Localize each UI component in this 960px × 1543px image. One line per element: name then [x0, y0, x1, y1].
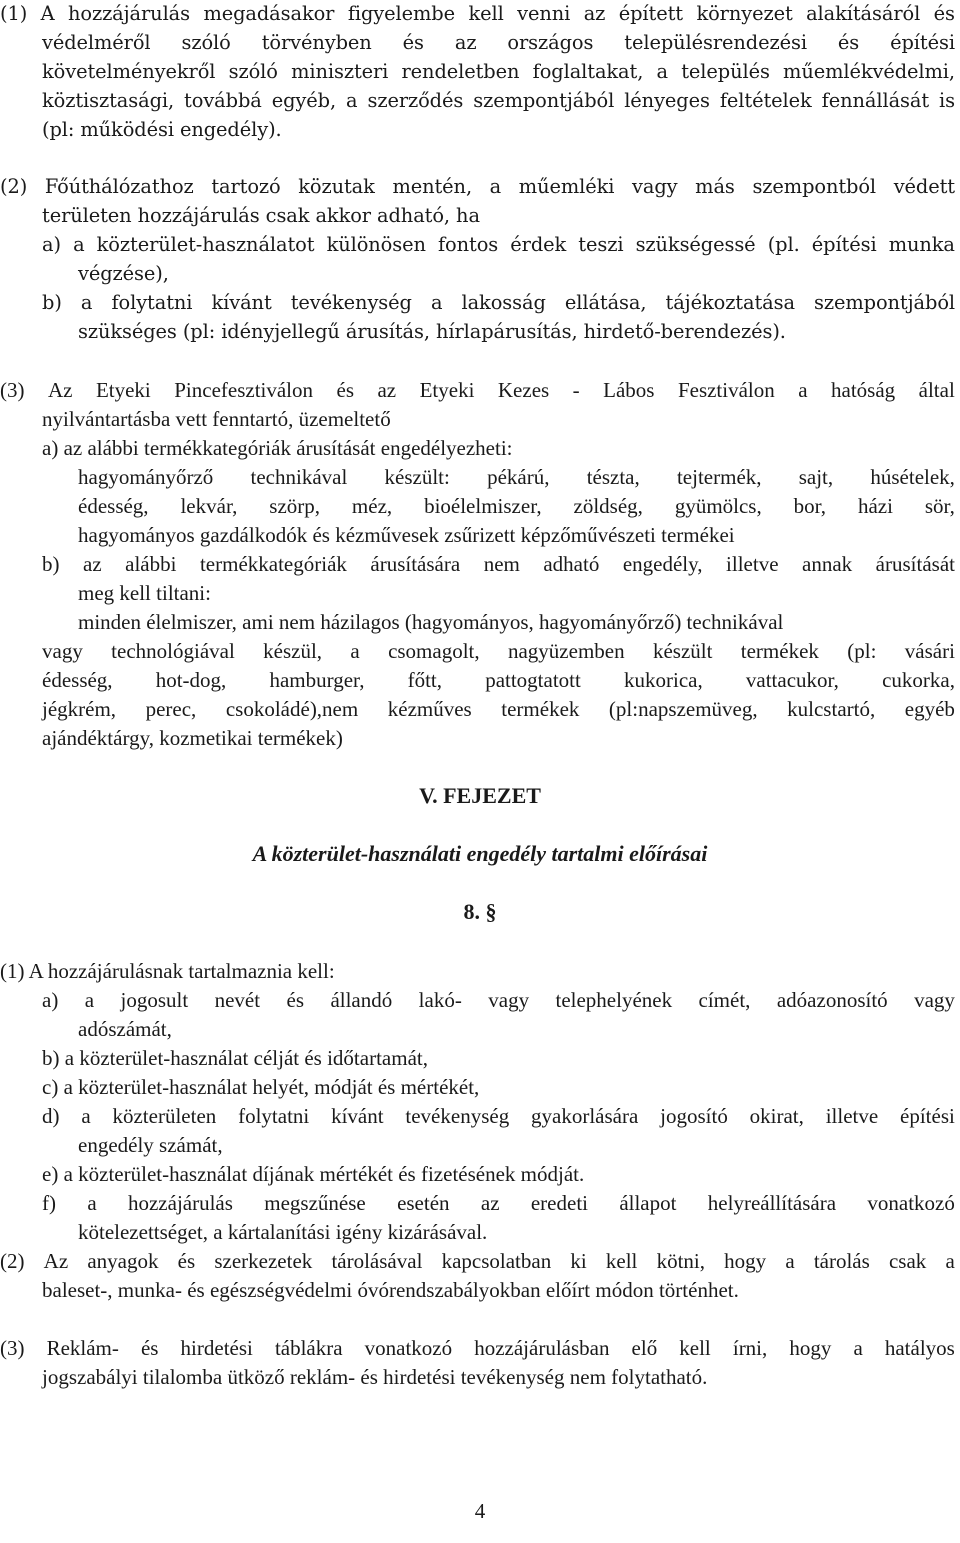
word: Etyeki: [95, 378, 151, 402]
word: a: [785, 1249, 795, 1273]
word: tevékenység: [405, 1104, 510, 1128]
word: a: [84, 988, 95, 1012]
text-line: [78, 492, 955, 520]
word: helyreállítására: [707, 1191, 837, 1215]
word: tevékenység: [290, 291, 412, 314]
word: Kezes: [497, 378, 550, 402]
word: hatályos: [884, 1336, 955, 1360]
word: jogosult: [120, 988, 189, 1012]
text-line: szükséges (pl: idényjellegű árusítás, hírlapárusítás, hirdető-berendezés).: [78, 320, 786, 343]
word: állandó: [330, 988, 393, 1012]
word: szempontból: [752, 175, 877, 198]
word: okirat,: [749, 1104, 804, 1128]
text-line: e) a közterület-használat díjának mértékét és fizetésének módját.: [42, 1162, 585, 1186]
word: alábbi: [125, 552, 177, 576]
word: tárolásával: [331, 1249, 423, 1273]
word: Lábos: [603, 378, 655, 402]
chapter-subtitle: A közterület-használati engedély tartalmi előírásai: [252, 841, 708, 866]
word: venni: [517, 2, 571, 25]
text-line: [0, 1334, 955, 1362]
text-line: [42, 87, 955, 115]
text-line: végzése),: [78, 262, 169, 285]
text-line: meg kell tiltani:: [78, 581, 211, 605]
word: bioélelmiszer,: [424, 494, 542, 518]
word: kulcstartó,: [787, 697, 876, 721]
word: is: [939, 89, 955, 112]
word: címét,: [698, 988, 751, 1012]
word: miniszteri: [291, 60, 389, 83]
word: egyéb,: [271, 89, 337, 112]
word: nevét: [214, 988, 261, 1012]
word: A: [40, 2, 55, 25]
word: vagy: [42, 639, 83, 663]
word: technikával: [250, 465, 348, 489]
word: szerződés: [367, 89, 464, 112]
word: kell: [679, 1336, 711, 1360]
word: vonatkozó: [364, 1336, 453, 1360]
word: csomagolt,: [388, 639, 480, 663]
word: anyagok: [87, 1249, 159, 1273]
word: nem: [483, 552, 520, 576]
word: illetve: [825, 1104, 879, 1128]
word: hogy: [724, 1249, 767, 1273]
word: termékkategóriák: [199, 552, 347, 576]
word: lényeges: [624, 89, 710, 112]
word: település: [681, 60, 770, 83]
text-line: a) az alábbi termékkategóriák árusítását engedélyezheti:: [42, 436, 513, 460]
word: környezet: [696, 2, 793, 25]
word: (pl:: [847, 639, 877, 663]
word: esetén: [397, 1191, 450, 1215]
word: kívánt: [211, 291, 272, 314]
word: vagy: [632, 175, 678, 198]
word: érdek: [510, 233, 567, 256]
text-line: [78, 463, 955, 491]
word: országos: [507, 31, 594, 54]
word: az: [454, 31, 477, 54]
word: alakításáról: [806, 2, 921, 25]
word: szempontjából: [814, 291, 955, 314]
word: (2): [0, 175, 28, 198]
word: kell: [605, 1249, 638, 1273]
word: kívánt: [331, 1104, 384, 1128]
word: engedély,: [622, 552, 703, 576]
word: megszűnése: [264, 1191, 366, 1215]
word: a: [430, 291, 443, 314]
word: készül,: [263, 639, 323, 663]
word: rendeletben: [401, 60, 520, 83]
text-line: engedély számát,: [78, 1133, 223, 1157]
word: kell: [468, 2, 504, 25]
word: vagy: [488, 988, 530, 1012]
word: b): [42, 552, 60, 576]
text-line: [42, 29, 955, 57]
word: telephelyének: [555, 988, 673, 1012]
word: Fesztiválon: [677, 378, 775, 402]
word: Etyeki: [419, 378, 475, 402]
word: településrendezési: [624, 31, 807, 54]
word: Az: [47, 378, 73, 402]
word: a: [346, 89, 358, 112]
word: húsételek,: [870, 465, 955, 489]
word: az: [480, 1191, 500, 1215]
text-line: [42, 695, 955, 723]
word: Főúthálózathoz: [44, 175, 194, 198]
word: eredeti: [530, 1191, 588, 1215]
word: fontos: [437, 233, 499, 256]
word: édesség,: [78, 494, 149, 518]
word: készült: [652, 639, 713, 663]
word: főtt,: [407, 668, 443, 692]
word: és: [837, 31, 860, 54]
word: az: [583, 2, 606, 25]
word: fennállását: [821, 89, 930, 112]
word: a: [73, 233, 85, 256]
word: műemlékvédelmi,: [783, 60, 955, 83]
word: illetve: [726, 552, 779, 576]
word: termékek: [501, 697, 580, 721]
word: gyakorlására: [531, 1104, 639, 1128]
word: az: [83, 552, 102, 576]
word: állapot: [619, 1191, 677, 1215]
text-line: [42, 986, 955, 1014]
word: figyelembe: [347, 2, 455, 25]
word: a: [945, 1249, 955, 1273]
word: a: [87, 1191, 97, 1215]
word: munka: [888, 233, 955, 256]
word: folytatni: [111, 291, 193, 314]
word: (pl.: [767, 233, 800, 256]
word: kukorica,: [624, 668, 703, 692]
word: és: [402, 31, 424, 54]
text-line: ajándéktárgy, kozmetikai termékek): [42, 726, 343, 750]
text-line: [0, 376, 955, 404]
word: folytatni: [238, 1104, 310, 1128]
word: szóló: [228, 60, 278, 83]
text-line: c) a közterület-használat helyét, módját és mértékét,: [42, 1075, 480, 1099]
word: csak: [888, 1249, 927, 1273]
word: a: [853, 1336, 863, 1360]
word: hozzájárulásban: [474, 1336, 610, 1360]
word: készült:: [384, 465, 450, 489]
word: a: [81, 1104, 91, 1128]
word: kézműves: [387, 697, 472, 721]
text-line: baleset-, munka- és egészségvédelmi óvórendszabályokban előírt módon történhet.: [42, 1278, 739, 1302]
word: hogy: [789, 1336, 832, 1360]
word: technológiával: [111, 639, 235, 663]
word: (pl:napszemüveg,: [608, 697, 758, 721]
text-line: [42, 58, 955, 86]
word: hirdetési: [180, 1336, 253, 1360]
word: hagyományőrző: [78, 465, 214, 489]
word: sajt,: [798, 465, 834, 489]
word: vattacukor,: [745, 668, 839, 692]
word: hatóság: [831, 378, 896, 402]
word: szükségessé: [635, 233, 756, 256]
word: lakosság: [461, 291, 546, 314]
word: műemléki: [518, 175, 615, 198]
word: sör,: [924, 494, 955, 518]
text-line: kötelezettséget, a kártalanítási igény kizárásával.: [78, 1220, 488, 1244]
word: törvényben: [261, 31, 372, 54]
word: vagy: [914, 988, 955, 1012]
word: pékárú,: [487, 465, 550, 489]
word: építési: [811, 233, 877, 256]
word: ellátása,: [564, 291, 647, 314]
word: építési: [900, 1104, 955, 1128]
word: és: [177, 1249, 196, 1273]
text-line: [0, 0, 955, 28]
word: követelményekről: [42, 60, 216, 83]
text-line: [42, 1189, 955, 1217]
word: az: [377, 378, 397, 402]
text-line: nyilvántartásba vett fenntartó, üzemeltető: [42, 407, 391, 431]
word: csokoládé),nem: [225, 697, 359, 721]
text-line: [42, 231, 955, 259]
word: a): [42, 988, 59, 1012]
text-line: b) a közterület-használat célját és időtartamát,: [42, 1046, 428, 1070]
word: mentén,: [392, 175, 473, 198]
text-line: minden élelmiszer, ami nem házilagos (hagyományos, hagyományőrző) technikával: [78, 610, 784, 634]
word: tészta,: [586, 465, 640, 489]
word: tájékoztatása: [665, 291, 795, 314]
word: (2): [0, 1249, 25, 1273]
word: árusítását: [875, 552, 955, 576]
text-line: [0, 173, 955, 201]
text-line: adószámát,: [78, 1017, 172, 1041]
word: lakó-: [418, 988, 462, 1012]
word: termékek: [740, 639, 819, 663]
word: b): [42, 291, 62, 314]
word: édesség,: [42, 668, 113, 692]
word: Az: [43, 1249, 69, 1273]
word: hozzájárulás: [67, 2, 190, 25]
word: f): [42, 1191, 56, 1215]
word: elő: [631, 1336, 658, 1360]
text-line: területen hozzájárulás csak akkor adható, ha: [42, 204, 480, 227]
word: hozzájárulás: [127, 1191, 233, 1215]
word: annak: [802, 552, 853, 576]
text-line: [42, 550, 955, 578]
word: egyéb: [904, 697, 955, 721]
word: szerkezetek: [214, 1249, 313, 1273]
word: ki: [570, 1249, 587, 1273]
word: perec,: [145, 697, 197, 721]
word: hot-dog,: [155, 668, 227, 692]
word: árusítására: [370, 552, 461, 576]
word: megadásakor: [203, 2, 335, 25]
word: különösen: [326, 233, 426, 256]
section-number: 8. §: [463, 899, 497, 924]
word: tartozó: [211, 175, 281, 198]
word: közterületen: [112, 1104, 217, 1128]
word: d): [42, 1104, 60, 1128]
word: és: [336, 378, 354, 402]
word: a: [798, 378, 808, 402]
word: Reklám-: [46, 1336, 119, 1360]
word: közutak: [298, 175, 375, 198]
word: adóazonosító: [776, 988, 888, 1012]
word: vonatkozó: [867, 1191, 955, 1215]
word: vásári: [904, 639, 955, 663]
text-line: (pl: működési engedély).: [42, 118, 282, 141]
word: szörp,: [269, 494, 321, 518]
word: és: [140, 1336, 159, 1360]
word: tárolás: [813, 1249, 870, 1273]
word: adható: [543, 552, 600, 576]
word: pattogtatott: [485, 668, 581, 692]
word: a: [656, 60, 668, 83]
word: méz,: [351, 494, 393, 518]
text-line: [42, 666, 955, 694]
word: a): [42, 233, 61, 256]
page-number: 4: [474, 1499, 486, 1523]
word: közterület-használatot: [96, 233, 315, 256]
word: jogosító: [660, 1104, 728, 1128]
word: bor,: [793, 494, 827, 518]
word: zöldség,: [573, 494, 643, 518]
word: lekvár,: [180, 494, 238, 518]
word: (3): [0, 378, 25, 402]
word: írni,: [732, 1336, 768, 1360]
word: jégkrém,: [42, 697, 117, 721]
text-line: hagyományos gazdálkodók és kézművesek zsűrizett képzőművészeti termékei: [78, 523, 735, 547]
word: kötni,: [656, 1249, 705, 1273]
word: tejtermék,: [676, 465, 762, 489]
text-line: [42, 1102, 955, 1130]
word: a: [489, 175, 502, 198]
word: cukorka,: [882, 668, 955, 692]
word: hamburger,: [269, 668, 365, 692]
word: nagyüzemben: [507, 639, 625, 663]
word: védelméről: [42, 31, 151, 54]
text-line: [0, 1247, 955, 1275]
word: és: [933, 2, 955, 25]
text-line: [42, 289, 955, 317]
word: épített: [618, 2, 683, 25]
text-line: (1) A hozzájárulásnak tartalmaznia kell:: [0, 959, 335, 983]
word: szempontjából: [473, 89, 615, 112]
text-line: jogszabályi tilalomba ütköző reklám- és hirdetési tevékenység nem folytatható.: [42, 1365, 708, 1389]
word: a: [350, 639, 360, 663]
word: köztisztasági,: [42, 89, 175, 112]
word: a: [80, 291, 93, 314]
word: szóló: [181, 31, 231, 54]
word: táblákra: [274, 1336, 343, 1360]
word: által: [918, 378, 955, 402]
word: védett: [893, 175, 955, 198]
word: építési: [890, 31, 955, 54]
word: és: [286, 988, 305, 1012]
word: (1): [0, 2, 28, 25]
word: teszi: [578, 233, 624, 256]
text-line: [42, 637, 955, 665]
word: továbbá: [184, 89, 262, 112]
word: kapcsolatban: [441, 1249, 552, 1273]
word: házi: [857, 494, 893, 518]
word: más: [695, 175, 735, 198]
word: -: [572, 378, 580, 402]
word: gyümölcs,: [674, 494, 762, 518]
word: Pincefesztiválon: [174, 378, 314, 402]
word: (3): [0, 1336, 25, 1360]
word: feltételek: [719, 89, 812, 112]
word: foglaltakat,: [532, 60, 644, 83]
chapter-title: V. FEJEZET: [419, 783, 541, 808]
